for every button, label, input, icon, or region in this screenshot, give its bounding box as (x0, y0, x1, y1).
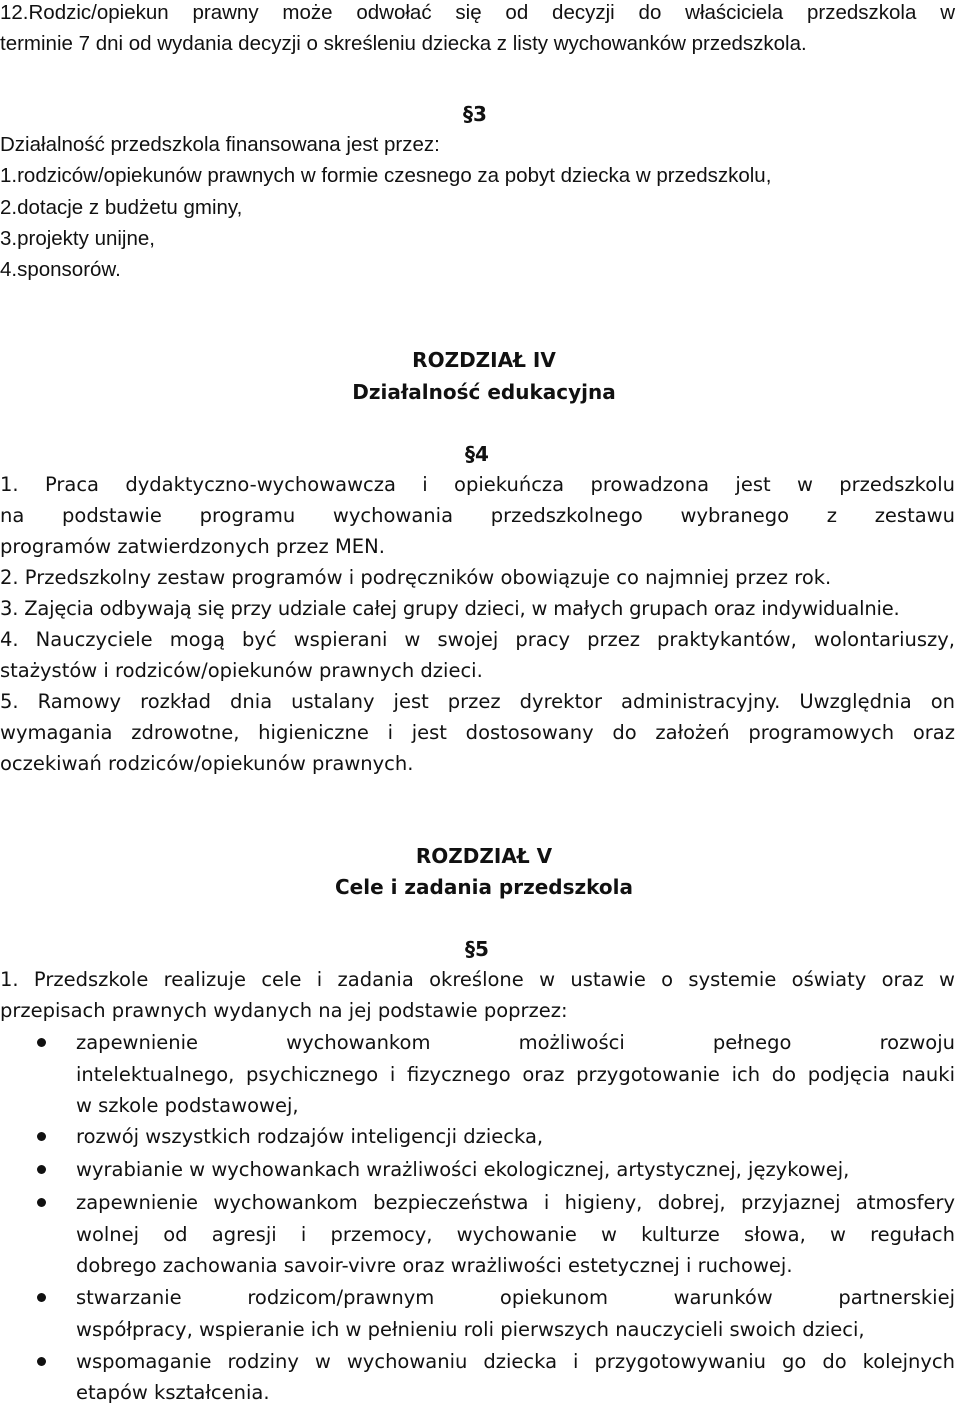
bullet-marker (37, 1132, 46, 1141)
bullet-marker (37, 1293, 46, 1302)
section-5-heading: §5 (465, 937, 489, 961)
bullet-4-line-3: dobrego zachowania savoir-vivre oraz wrażliwości estetycznej i ruchowej. (76, 1254, 793, 1277)
section-3-item-1: 1.rodziców/opiekunów prawnych w formie czesnego za pobyt dziecka w przedszkolu, (0, 164, 772, 187)
bullet-2-line-1: rozwój wszystkich rodzajów inteligencji dziecka, (76, 1125, 544, 1148)
section-3-intro: Działalność przedszkola finansowana jest przez: (0, 133, 440, 156)
section-4-p5-line-1: 5. Ramowy rozkład dnia ustalany jest przez dyrektor administracyjny. Uwzględnia on (0, 690, 955, 713)
section-5-p1-line-2: przepisach prawnych wydanych na jej podstawie poprzez: (0, 999, 568, 1022)
section-4-heading: §4 (465, 442, 489, 466)
section-3-heading: §3 (463, 102, 487, 126)
chapter-5-title: ROZDZIAŁ V (415, 844, 553, 868)
bullet-marker (37, 1038, 46, 1047)
paragraph-12-line-2: terminie 7 dni od wydania decyzji o skreśleniu dziecka z listy wychowanków przedszkola. (0, 32, 807, 55)
bullet-marker (37, 1357, 46, 1366)
bullet-4-line-2: wolnej od agresji i przemocy, wychowanie w kulturze słowa, w regułach (76, 1223, 955, 1246)
chapter-5-subtitle: Cele i zadania przedszkola (334, 875, 634, 899)
bullet-5-line-1: stwarzanie rodzicom/prawnym opiekunom warunków partnerskiej (76, 1286, 955, 1309)
section-4-p4-line-1: 4. Nauczyciele mogą być wspierani w swojej pracy przez praktykantów, wolontariuszy, (0, 628, 955, 651)
bullet-4-line-1: zapewnienie wychowankom bezpieczeństwa i higieny, dobrej, przyjaznej atmosfery (76, 1191, 955, 1214)
section-4-p1-line-3: programów zatwierdzonych przez MEN. (0, 535, 385, 558)
section-3-item-3: 3.projekty unijne, (0, 227, 155, 250)
bullet-6-line-2: etapów kształcenia. (76, 1381, 270, 1404)
chapter-4-subtitle: Działalność edukacyjna (352, 380, 616, 404)
bullet-6-line-1: wspomaganie rodziny w wychowaniu dziecka i przygotowywaniu go do kolejnych (76, 1350, 955, 1373)
bullet-1-line-1: zapewnienie wychowankom możliwości pełnego rozwoju (76, 1031, 955, 1054)
chapter-4-title: ROZDZIAŁ IV (412, 348, 556, 372)
paragraph-12-line-1: 12.Rodzic/opiekun prawny może odwołać się od decyzji do właściciela przedszkola w (0, 1, 955, 24)
section-4-p5-line-3: oczekiwań rodziców/opiekunów prawnych. (0, 752, 414, 775)
section-4-p5-line-2: wymagania zdrowotne, higieniczne i jest dostosowany do założeń programowych oraz (0, 721, 955, 744)
bullet-5-line-2: współpracy, wspieranie ich w pełnieniu roli pierwszych nauczycieli swoich dzieci, (76, 1318, 865, 1341)
section-4-p4-line-2: stażystów i rodziców/opiekunów prawnych dzieci. (0, 659, 483, 682)
section-4-p2: 2. Przedszkolny zestaw programów i podręczników obowiązuje co najmniej przez rok. (0, 566, 832, 589)
section-4-p1-line-1: 1. Praca dydaktyczno-wychowawcza i opiekuńcza prowadzona jest w przedszkolu (0, 473, 955, 496)
bullet-3-line-1: wyrabianie w wychowankach wrażliwości ekologicznej, artystycznej, językowej, (76, 1158, 850, 1181)
bullet-1-line-2: intelektualnego, psychicznego i fizycznego oraz przygotowanie ich do podjęcia nauki (76, 1063, 955, 1086)
bullet-marker (37, 1165, 46, 1174)
section-4-p1-line-2: na podstawie programu wychowania przedszkolnego wybranego z zestawu (0, 504, 955, 527)
section-3-item-4: 4.sponsorów. (0, 258, 121, 281)
bullet-1-line-3: w szkole podstawowej, (76, 1094, 299, 1117)
bullet-marker (37, 1198, 46, 1207)
section-5-p1-line-1: 1. Przedszkole realizuje cele i zadania określone w ustawie o systemie oświaty oraz w (0, 968, 955, 991)
section-4-p3: 3. Zajęcia odbywają się przy udziale całej grupy dzieci, w małych grupach oraz indywidualnie. (0, 597, 900, 620)
section-3-item-2: 2.dotacje z budżetu gminy, (0, 196, 243, 219)
